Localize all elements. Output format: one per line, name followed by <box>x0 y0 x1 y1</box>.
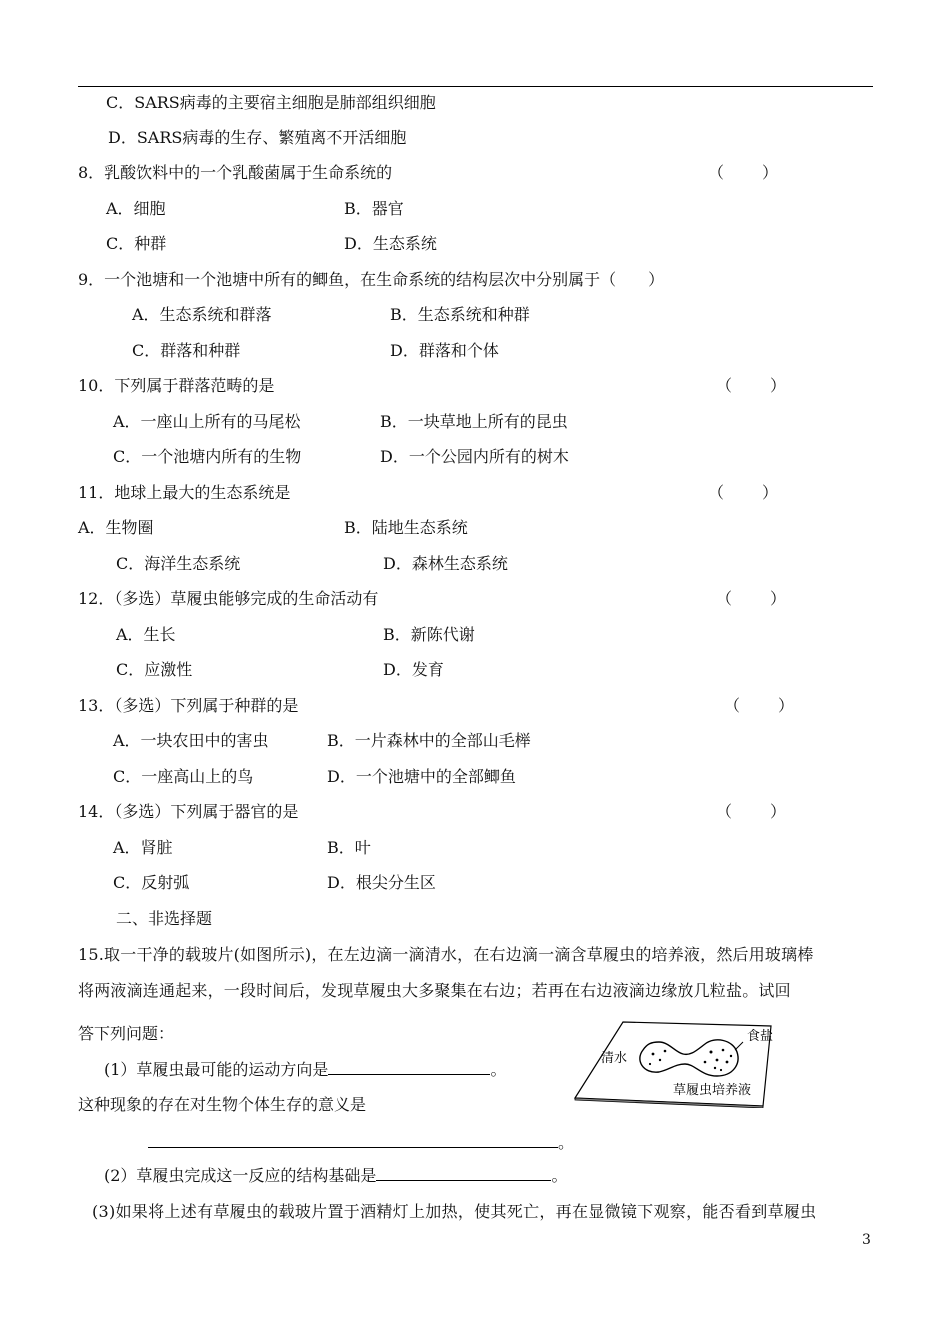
q15-sub2-blank[interactable] <box>376 1166 551 1181</box>
slide-figure <box>565 1020 777 1108</box>
label-salt: 食盐 <box>747 1029 774 1044</box>
q14-option-b: B．叶 <box>327 838 371 857</box>
q11-answer-paren: （ ） <box>708 483 781 502</box>
q8-option-b: B．器官 <box>344 199 404 218</box>
q11-option-d: D．森林生态系统 <box>383 554 508 573</box>
q15-sub3: (3)如果将上述有草履虫的载玻片置于酒精灯上加热，使其死亡，再在显微镜下观察，能否看到草履虫 <box>92 1202 817 1221</box>
q9-option-d: D．群落和个体 <box>390 341 499 360</box>
q13-option-d: D．一个池塘中的全部鲫鱼 <box>327 767 516 786</box>
q11-option-b: B．陆地生态系统 <box>344 518 468 537</box>
q12-option-a: A．生长 <box>116 625 176 644</box>
q13-stem: 13．（多选）下列属于种群的是 <box>78 696 299 715</box>
q15-line-2: 将两液滴连通起来，一段时间后，发现草履虫大多聚集在右边；若再在右边液滴边缘放几粒盐。试回 <box>78 981 791 1000</box>
q10-stem: 10．下列属于群落范畴的是 <box>78 376 275 395</box>
q8-option-c: C．种群 <box>106 234 167 253</box>
q14-option-c: C．反射弧 <box>113 873 190 892</box>
q10-option-a: A．一座山上所有的马尾松 <box>113 412 301 431</box>
header-rule <box>78 86 873 87</box>
q8-answer-paren: （ ） <box>708 163 781 182</box>
q15-sub1-blank[interactable] <box>328 1060 490 1075</box>
q11-stem: 11．地球上最大的生态系统是 <box>78 483 291 502</box>
q15-sub1-meaning: 这种现象的存在对生物个体生存的意义是 <box>78 1095 367 1114</box>
q8-option-a: A．细胞 <box>106 199 166 218</box>
q15-sub1-meaning-line <box>148 1133 574 1153</box>
section-heading: 二、非选择题 <box>116 909 213 928</box>
q15-line-1: 15.取一干净的载玻片(如图所示)，在左边滴一滴清水，在右边滴一滴含草履虫的培养液，然后用玻璃棒 <box>78 945 814 964</box>
q12-option-d: D．发育 <box>383 660 444 679</box>
page-number: 3 <box>862 1232 871 1248</box>
label-water: 清水 <box>601 1051 628 1066</box>
q15-sub1-text: (1）草履虫最可能的运动方向是 <box>104 1060 329 1079</box>
q13-option-a: A．一块农田中的害虫 <box>113 731 269 750</box>
liquid-drops <box>640 1040 738 1076</box>
q15-sub2 <box>104 1166 567 1186</box>
q14-option-a: A．肾脏 <box>113 838 173 857</box>
salt-pointer <box>735 1042 743 1050</box>
q15-line-3: 答下列问题： <box>78 1024 175 1043</box>
q9-option-b: B．生态系统和种群 <box>390 305 530 324</box>
q8-stem: 8．乳酸饮料中的一个乳酸菌属于生命系统的 <box>78 163 393 182</box>
q12-stem: 12．（多选）草履虫能够完成的生命活动有 <box>78 589 379 608</box>
q7-option-c: C．SARS病毒的主要宿主细胞是肺部组织细胞 <box>106 93 436 112</box>
q9-option-c: C．群落和种群 <box>132 341 241 360</box>
q14-option-d: D．根尖分生区 <box>327 873 436 892</box>
q9-stem: 9．一个池塘和一个池塘中所有的鲫鱼，在生命系统的结构层次中分别属于（ ） <box>78 270 665 289</box>
q14-answer-paren: （ ） <box>716 802 789 821</box>
q13-option-b: B．一片森林中的全部山毛榉 <box>327 731 531 750</box>
q10-answer-paren: （ ） <box>716 376 789 395</box>
q15-sub1-meaning-blank[interactable] <box>148 1133 558 1148</box>
q9-option-a: A．生态系统和群落 <box>132 305 272 324</box>
q15-sub1-end: 。 <box>490 1060 507 1079</box>
q8-option-d: D．生态系统 <box>344 234 437 253</box>
q15-sub1-meaning-end: 。 <box>558 1133 575 1152</box>
q14-stem: 14．（多选）下列属于器官的是 <box>78 802 299 821</box>
q13-option-c: C．一座高山上的鸟 <box>113 767 254 786</box>
q15-sub1 <box>104 1060 506 1080</box>
q12-answer-paren: （ ） <box>716 589 789 608</box>
q15-sub2-end: 。 <box>551 1166 568 1185</box>
q11-option-c: C．海洋生态系统 <box>116 554 241 573</box>
q15-sub2-text: (2）草履虫完成这一反应的结构基础是 <box>104 1166 377 1185</box>
q12-option-c: C．应激性 <box>116 660 193 679</box>
q10-option-d: D．一个公园内所有的树木 <box>380 447 569 466</box>
q10-option-b: B．一块草地上所有的昆虫 <box>380 412 568 431</box>
q13-answer-paren: （ ） <box>724 696 797 715</box>
q10-option-c: C．一个池塘内所有的生物 <box>113 447 302 466</box>
q7-option-d: D．SARS病毒的生存、繁殖离不开活细胞 <box>108 128 407 147</box>
q11-option-a: A．生物圈 <box>78 518 154 537</box>
label-culture: 草履虫培养液 <box>673 1083 752 1098</box>
q12-option-b: B．新陈代谢 <box>383 625 475 644</box>
